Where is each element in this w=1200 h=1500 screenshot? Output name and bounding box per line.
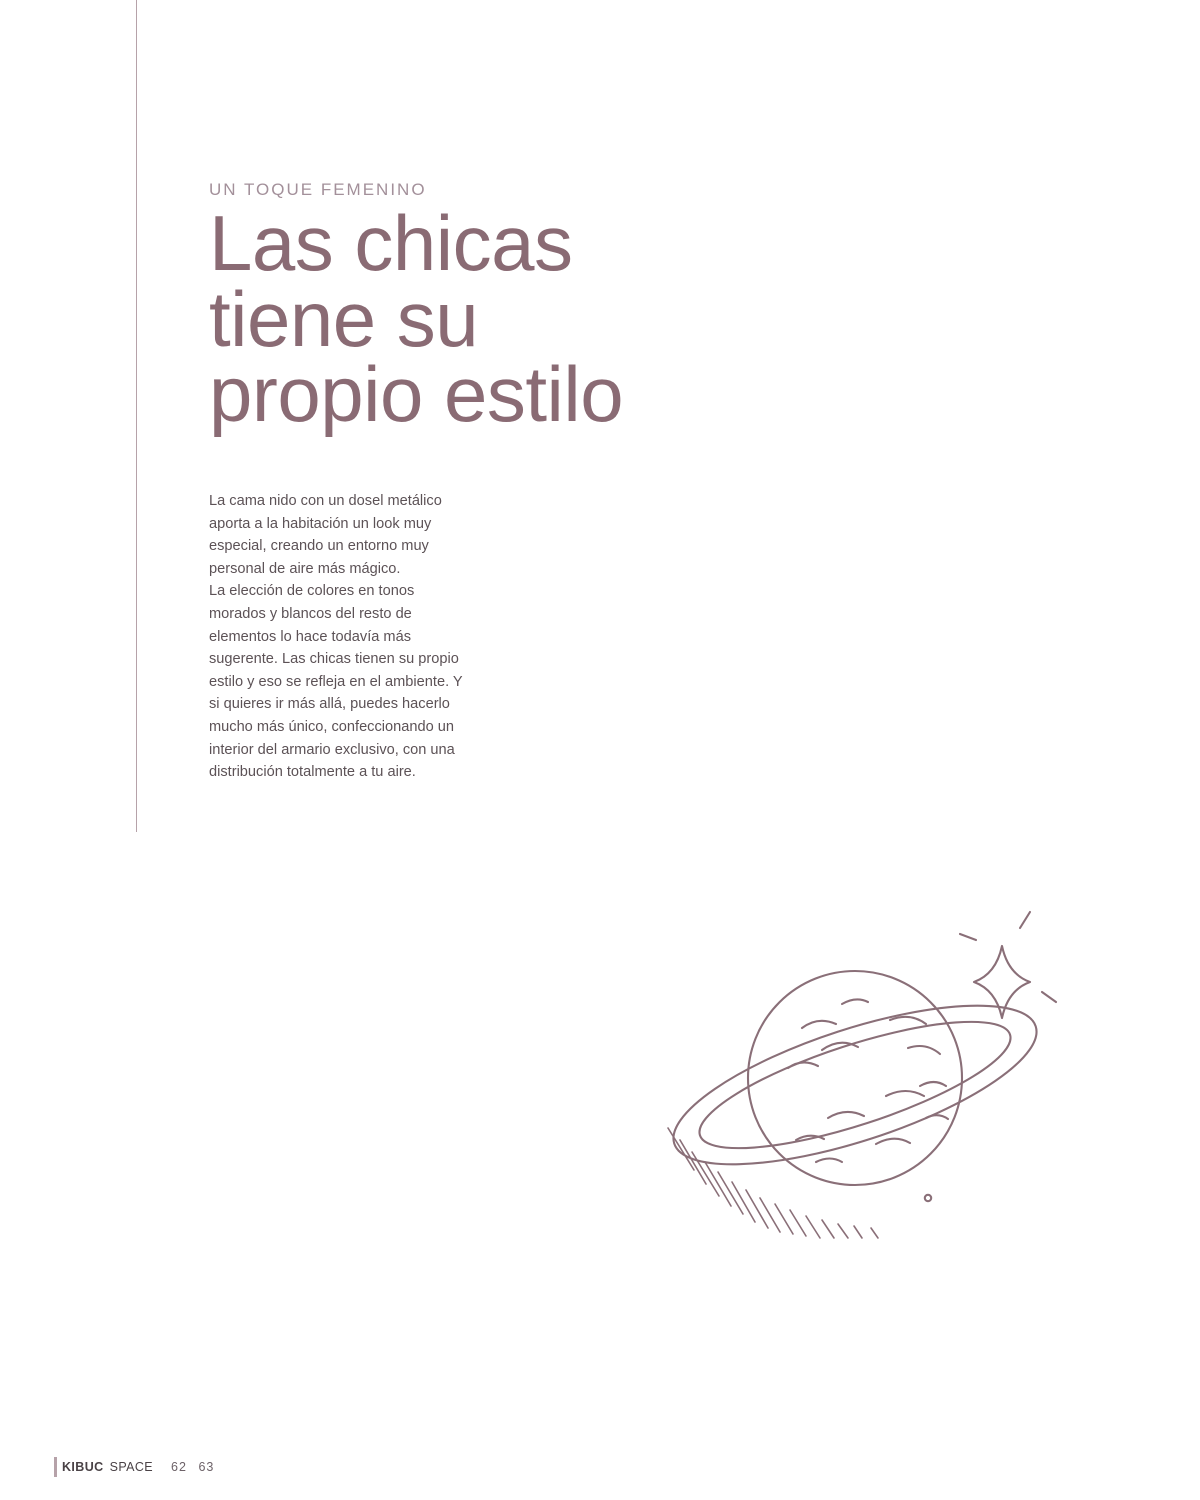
article-paragraph-2: La elección de colores en tonos morados y blancos del resto de elementos lo hace todavía más sugerente. Las chicas tienen su propio estilo y eso se refleja en el ambiente. Y si quieres ir más allá, puedes hacerlo mucho más único, confeccionando un interior del armario exclusivo, con una distribución totalmente a tu aire. — [209, 583, 463, 781]
page-numbers — [171, 1460, 214, 1474]
article-content — [209, 180, 729, 784]
article-body — [209, 490, 471, 784]
article-paragraph-1: La cama nido con un dosel metálico aporta a la habitación un look muy especial, creando un entorno muy personal de aire más mágico. — [209, 492, 442, 577]
page-title — [209, 199, 729, 439]
page-number-right: 63 — [198, 1460, 215, 1474]
article-eyebrow: UN TOQUE FEMENINO — [209, 180, 427, 199]
page-number-left: 62 — [171, 1460, 187, 1474]
headline-line-2: tiene su — [209, 274, 479, 363]
page-footer — [62, 1460, 214, 1474]
footer-collection: SPACE — [109, 1460, 154, 1474]
left-vertical-rule — [136, 0, 137, 832]
footer-brand: KIBUC — [62, 1460, 104, 1474]
headline-line-1: Las chicas — [209, 199, 573, 287]
footer-brand-mark — [54, 1457, 57, 1477]
saturn-planet-icon — [590, 900, 1090, 1300]
headline-line-3: propio estilo — [209, 350, 624, 439]
